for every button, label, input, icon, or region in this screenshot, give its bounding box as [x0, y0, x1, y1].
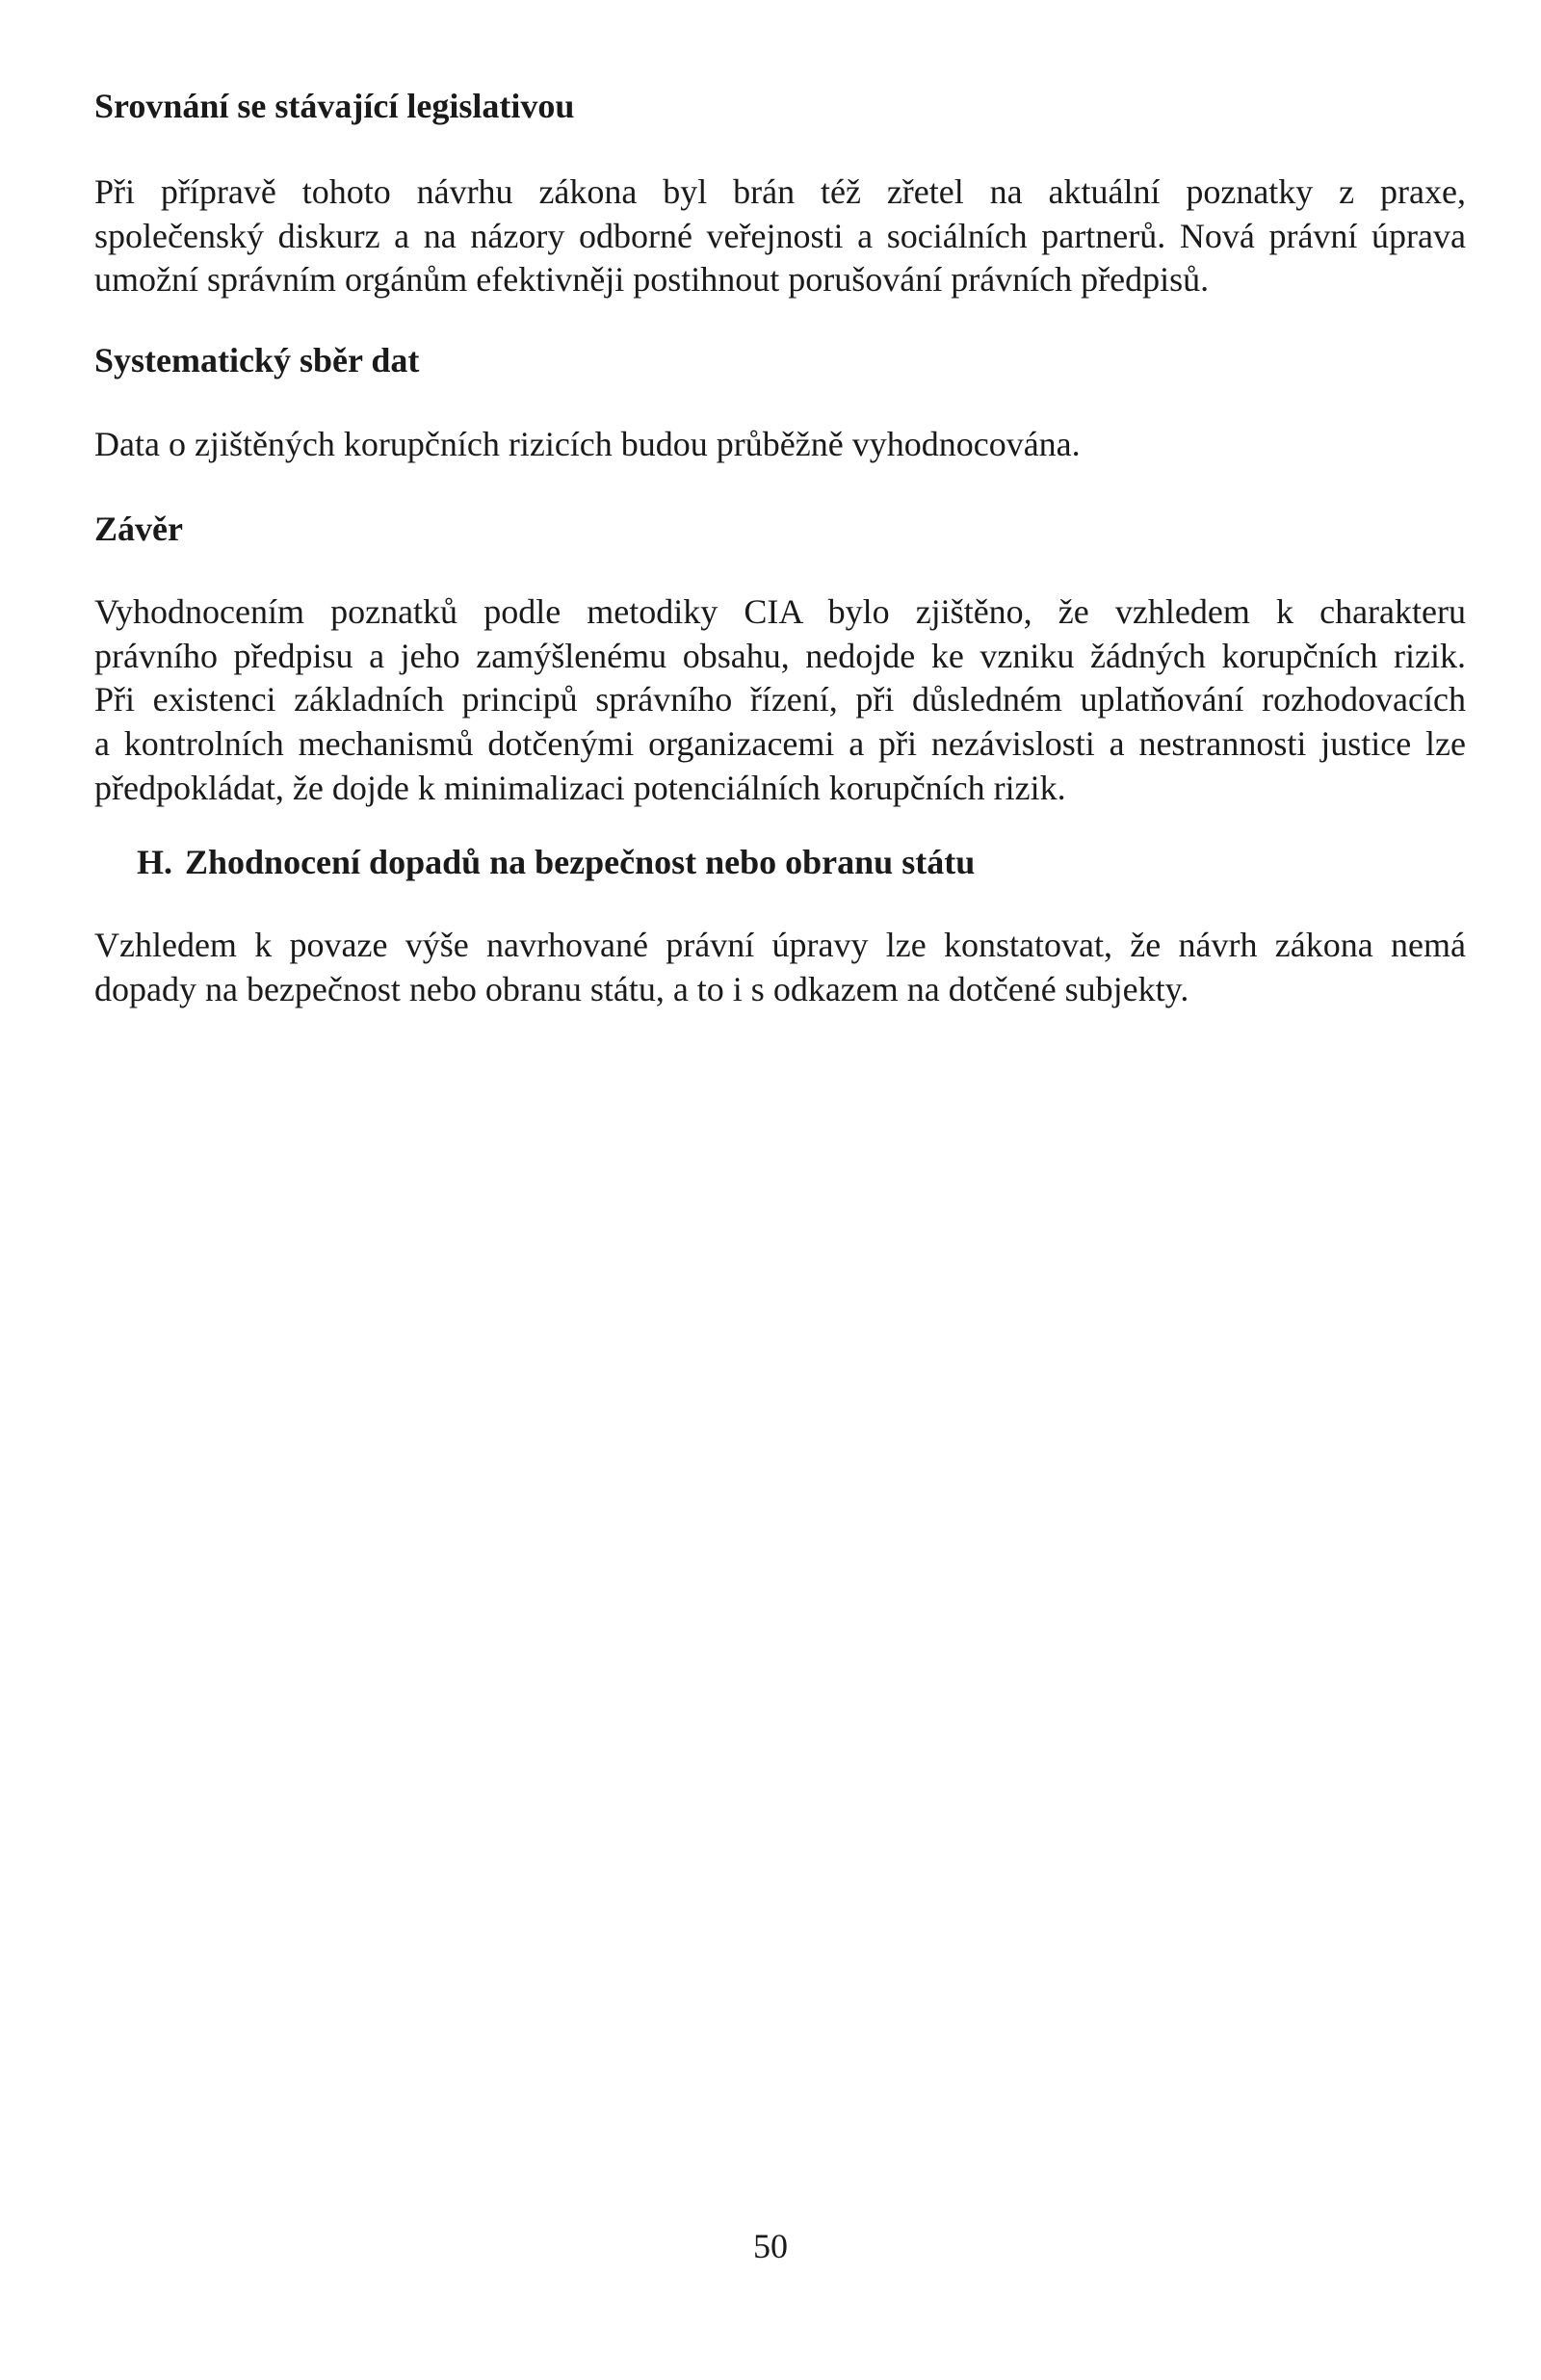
- paragraph-line: umožní správním orgánům efektivněji postihnout porušování právních předpisů.: [94, 260, 1210, 300]
- paragraph-srovnani: [94, 170, 1466, 302]
- chapter-letter: H.: [137, 843, 173, 881]
- paragraph-chapter-h: [94, 924, 1466, 1011]
- heading-srovnani: Srovnání se stávající legislativou: [94, 87, 575, 125]
- chapter-title: Zhodnocení dopadů na bezpečnost nebo obranu státu: [185, 843, 976, 881]
- paragraph-line: dopady na bezpečnost nebo obranu státu, a to i s odkazem na dotčené subjekty.: [94, 969, 1189, 1008]
- paragraph-line: společenský diskurz a na názory odborné veřejnosti a sociálních partnerů. Nová právní úprava: [94, 216, 1466, 255]
- paragraph-line: a kontrolních mechanismů dotčenými organizacemi a při nezávislosti a nestrannosti justice lze: [94, 724, 1466, 764]
- paragraph-line: předpokládat, že dojde k minimalizaci potenciálních korupčních rizik.: [94, 768, 1066, 807]
- page-number: 50: [753, 2227, 788, 2265]
- paragraph-line: Vzhledem k povaze výše navrhované právní úpravy lze konstatovat, že návrh zákona nemá: [94, 926, 1466, 964]
- paragraph-zaver: [94, 590, 1466, 811]
- heading-systematicky-sber: Systematický sběr dat: [94, 341, 420, 379]
- paragraph-line: Při přípravě tohoto návrhu zákona byl brán též zřetel na aktuální poznatky z praxe,: [94, 172, 1466, 211]
- paragraph-systematicky-sber: [94, 423, 1466, 467]
- paragraph-line: Data o zjištěných korupčních rizicích budou průběžně vyhodnocována.: [94, 425, 1081, 463]
- paragraph-line: Při existenci základních principů správního řízení, při důsledném uplatňování rozhodovacích: [94, 680, 1466, 719]
- paragraph-line: právního předpisu a jeho zamýšlenému obsahu, nedojde ke vzniku žádných korupčních rizik.: [94, 636, 1466, 675]
- chapter-heading: [137, 841, 975, 883]
- paragraph-line: Vyhodnocením poznatků podle metodiky CIA bylo zjištěno, že vzhledem k charakteru: [94, 592, 1466, 631]
- heading-zaver: Závěr: [94, 510, 183, 548]
